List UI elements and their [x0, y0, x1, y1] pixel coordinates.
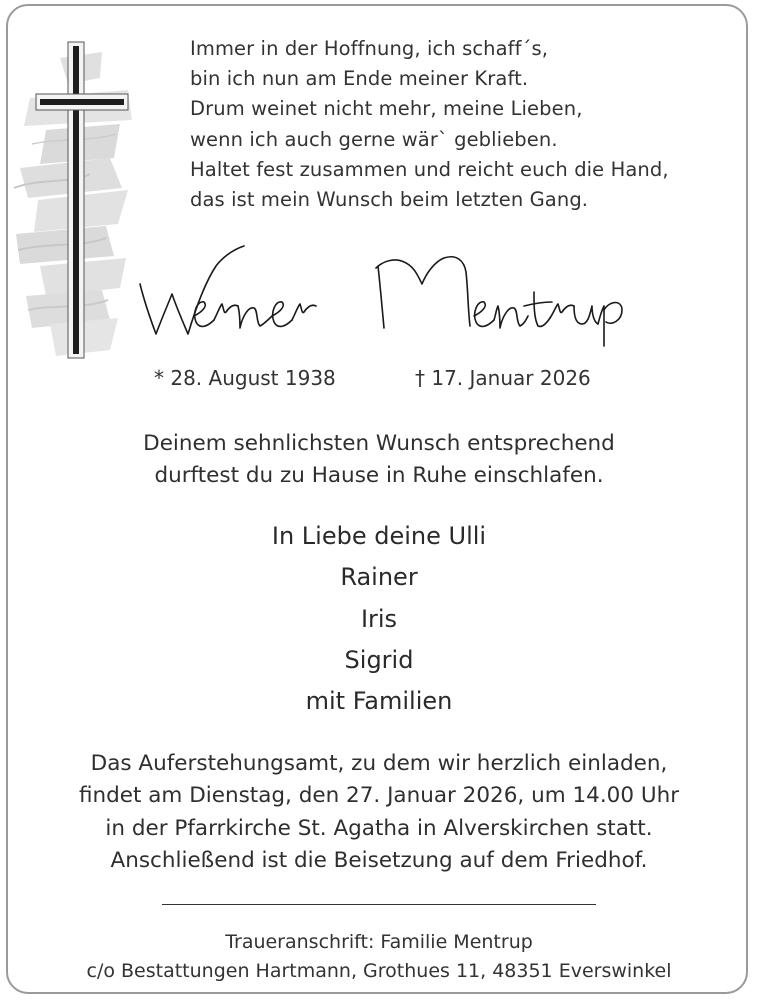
death-date: † 17. Januar 2026	[415, 366, 591, 390]
poem-line: Haltet fest zusammen und reicht euch die Hand,	[190, 157, 669, 181]
service-line: Das Auferstehungsamt, zu dem wir herzlich einladen,	[90, 751, 668, 776]
wish-text	[0, 428, 758, 492]
mourners-list	[0, 516, 758, 722]
poem-line: Drum weinet nicht mehr, meine Lieben,	[190, 97, 583, 121]
poem-line: Immer in der Hoffnung, ich schaff´s,	[190, 37, 549, 60]
mourner: In Liebe deine Ulli	[271, 522, 487, 550]
life-dates	[0, 366, 758, 396]
divider	[162, 904, 596, 905]
service-line: in der Pfarrkirche St. Agatha in Alverskirchen statt.	[105, 815, 653, 841]
mourner: mit Familien	[305, 687, 453, 716]
mourner: Iris	[360, 604, 398, 633]
service-line: Anschließend ist die Beisetzung auf dem Friedhof.	[110, 847, 648, 873]
mourning-address	[0, 928, 758, 985]
address-line: Traueranschrift: Familie Mentrup	[225, 931, 533, 953]
poem-line: das ist mein Wunsch beim letzten Gang.	[190, 188, 589, 212]
deceased-name-signature	[132, 240, 632, 350]
mourner: Sigrid	[344, 645, 414, 674]
service-announcement	[0, 748, 758, 877]
birth-date: * 28. August 1938	[154, 366, 336, 390]
address-line: c/o Bestattungen Hartmann, Grothues 11, 48351 Everswinkel	[86, 959, 672, 982]
poem-line: bin ich nun am Ende meiner Kraft.	[190, 67, 529, 91]
mourner: Rainer	[340, 563, 418, 592]
cross-icon	[10, 38, 140, 368]
wish-line: Deinem sehnlichsten Wunsch entsprechend	[143, 431, 615, 456]
wish-line: durftest du zu Hause in Ruhe einschlafen.	[154, 463, 604, 488]
service-line: findet am Dienstag, den 27. Januar 2026, um 14.00 Uhr	[78, 783, 680, 809]
poem-line: wenn ich auch gerne wär` geblieben.	[190, 127, 558, 151]
poem	[190, 34, 730, 215]
